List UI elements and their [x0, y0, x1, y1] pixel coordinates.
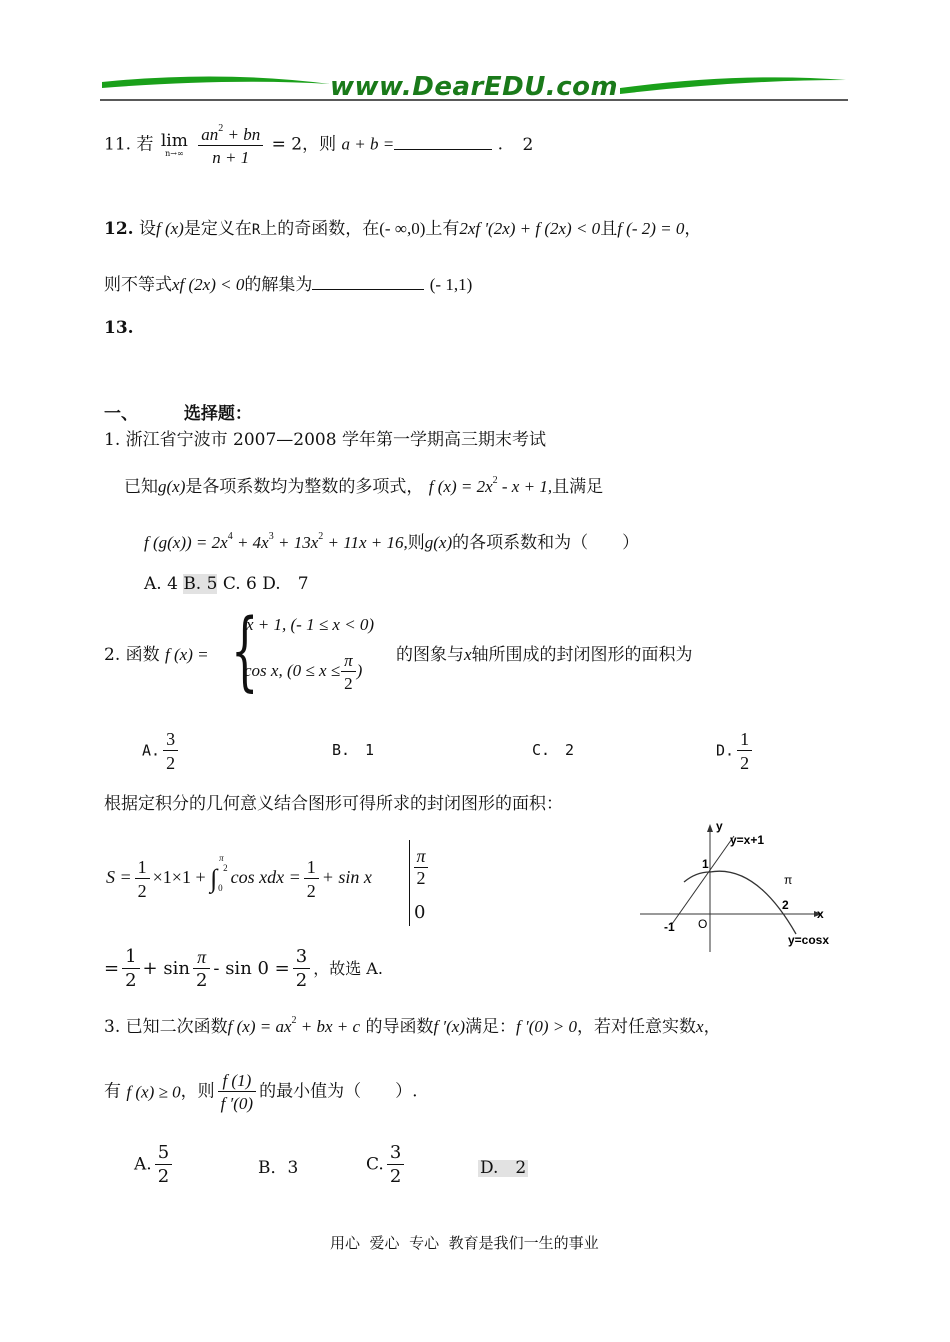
- p3-option-d: D. 2: [480, 1158, 527, 1178]
- p2-explanation: 根据定积分的几何意义结合图形可得所求的封闭图形的面积：: [104, 794, 563, 814]
- p2-option-a: A. $\frac{3}{2}$: [142, 730, 181, 772]
- section-header: [104, 406, 252, 423]
- q12-text-d: 上有: [425, 219, 460, 239]
- p2-brace: {: [231, 601, 259, 701]
- q11-lim: lim: [160, 130, 188, 151]
- q11-eq: = 2，则: [271, 134, 337, 155]
- p2-case2: cos x, (0 ≤ x ≤ $\frac{\pi}{2}$ ): [244, 651, 363, 693]
- q12-ineq1: 2xf '(2x) + f (2x) < 0: [459, 219, 601, 238]
- p1-fg-eq: f $(g(x)) = 2x^4 + 4x^3 + 13x^2 + 11x + 16$,: [144, 531, 408, 552]
- q11-numerator-exp: 2: [218, 123, 224, 134]
- p3-fp0: f ′(0) > 0: [516, 1017, 578, 1036]
- q11-numerator-tail: + bn: [223, 125, 261, 144]
- q12-cond: f (- 2) = 0: [617, 219, 685, 238]
- question-11: [104, 124, 533, 166]
- p2-stem: [104, 646, 209, 664]
- line-x-plus-1: [672, 836, 734, 924]
- p1-choice-b: B. 5: [183, 574, 218, 594]
- q12-text-a: 设: [138, 219, 156, 239]
- p3-option-c: C. $\frac{3}{2}$: [366, 1144, 407, 1186]
- question-13: 13.: [104, 318, 134, 338]
- p2-x: x: [464, 645, 472, 664]
- q11-ab: a + b =: [341, 134, 395, 154]
- left-swoosh: [102, 76, 330, 88]
- q12-text-b: 是定义在: [183, 219, 252, 239]
- graph-origin: O: [698, 917, 708, 931]
- p1-l3-b: 的各项系数和为（ ）: [452, 533, 640, 553]
- p2-case2-two: 2: [344, 674, 353, 693]
- q12-answer: (- 1,1): [429, 275, 473, 294]
- q12-text-e: 且: [600, 219, 618, 239]
- graph-neg-one: -1: [664, 920, 675, 934]
- integral-upper-den: 2: [223, 863, 228, 874]
- p3-ineq: f (x) ≥ 0: [126, 1082, 181, 1102]
- q12-line2-b: 的解集为: [244, 275, 313, 295]
- p1-l2-b: 是各项系数均为整数的多项式，: [185, 477, 424, 497]
- p1-fx-def: f $(x) = 2x^2 - x + 1$,: [428, 475, 553, 496]
- p2-case2-pi: π: [341, 652, 356, 672]
- p1-source: 1. 浙江省宁波市 2007—2008 学年第一学期高三期末考试: [104, 430, 546, 450]
- p1-gx: g(x): [158, 477, 186, 496]
- p2-eval-upper: π 2: [414, 846, 428, 889]
- p3-fx: f $(x) = ax^2$ + bx + c: [227, 1015, 361, 1036]
- q12-number: 12.: [104, 219, 134, 239]
- p1-choice-cd: C. 6 D. 7: [217, 574, 309, 594]
- q12-blank: [312, 289, 424, 290]
- p2-tail: 的图象与x轴所围成的封闭图形的面积为: [396, 645, 693, 665]
- p3-line2: 有 f (x) ≥ 0，则 $\frac{f (1)}{f '(0)}$ 的最小值为（ ）.: [104, 1071, 418, 1113]
- p3-option-b: B．3: [258, 1158, 299, 1178]
- y-axis-arrow: [707, 824, 713, 832]
- p1-gx-2: g(x): [424, 533, 453, 552]
- q12-text-f: ，: [684, 219, 702, 239]
- question-12-line1: [104, 220, 701, 238]
- integral-upper: π: [219, 853, 224, 864]
- q11-denominator: n + 1: [212, 148, 250, 167]
- p2-eval-bar: [409, 840, 410, 926]
- site-title: www.DearEDU.com: [330, 72, 619, 102]
- p1-line2: [124, 476, 603, 496]
- p2-option-c: C. 2: [532, 741, 575, 759]
- q12-text-c: 上的奇函数，在: [260, 219, 380, 239]
- p1-choice-a: A. 4: [144, 574, 184, 594]
- p3-line1: 3. 已知二次函数f $(x) = ax^2$ + bx + c 的导函数f ′(x)满足：f ′(0) > 0，若对任意实数x，: [104, 1015, 721, 1037]
- p1-choices: [144, 576, 309, 593]
- q11-if: 若: [136, 134, 154, 155]
- q11-blank: [394, 149, 492, 150]
- q12-interval: (- ∞,0): [379, 219, 426, 238]
- question-12-line2: [104, 276, 472, 294]
- p2-option-d: D. $\frac{1}{2}$: [716, 730, 755, 772]
- section-label: 一、: [104, 404, 138, 424]
- graph-line-label: y=x+1: [730, 833, 765, 847]
- p3-fpx: f ′(x): [433, 1017, 466, 1036]
- q11-numerator: an: [201, 125, 219, 144]
- p1-l2-a: 已知: [124, 477, 158, 497]
- q12-R: R: [251, 222, 261, 238]
- p2-case1: x + 1, (- 1 ≤ x < 0): [246, 615, 375, 634]
- footer-motto: 用心 爱心 专心 教育是我们一生的事业: [330, 1234, 599, 1252]
- q11-period: .: [497, 134, 504, 155]
- cos-graph: [636, 814, 850, 954]
- q12-line2-a: 则不等式: [104, 275, 172, 295]
- graph-two: 2: [782, 898, 789, 912]
- graph-pi: π: [784, 873, 793, 887]
- p3-option-a: A. $\frac{5}{2}$: [134, 1144, 175, 1186]
- p2-integral-line1: S = $\frac{1}{2}$ ×1×1 + ∫ π 2 0 cos xdx = $\frac{1}{2}$ + sin x: [106, 853, 372, 901]
- integral-lower: 0: [218, 883, 223, 894]
- q12-fx: f (x): [155, 219, 184, 238]
- graph-x-label: x: [817, 907, 824, 921]
- graph-cos-label: y=cosx: [788, 933, 830, 947]
- graph-y-label: y: [716, 819, 723, 833]
- p2-fx: f (x) =: [165, 645, 209, 664]
- q11-answer: 2: [522, 134, 534, 155]
- q11-number: 11.: [104, 134, 132, 155]
- p2-eval-lower: 0: [414, 902, 426, 923]
- p1-line3: [144, 532, 639, 552]
- p1-l2-c: 且满足: [552, 477, 604, 497]
- p2-integral-line2: = $\frac{1}{2}$ + sin $\frac{\pi}{2}$ - sin 0 = $\frac{3}{2}$ ，故选 A.: [104, 946, 383, 991]
- q12-ineq2: xf (2x) < 0: [172, 275, 245, 294]
- p2-label: 函数: [125, 645, 160, 665]
- graph-one: 1: [702, 857, 709, 871]
- section-title: 选择题：: [183, 404, 252, 424]
- integral-sign: ∫: [210, 864, 218, 894]
- p2-option-b: B. 1: [332, 741, 375, 759]
- p1-then: 则: [407, 533, 425, 553]
- right-swoosh: [620, 77, 846, 94]
- q11-lim-sub: n→∞: [165, 148, 184, 158]
- p3-x: x: [696, 1017, 704, 1036]
- p2-number: 2.: [104, 645, 121, 665]
